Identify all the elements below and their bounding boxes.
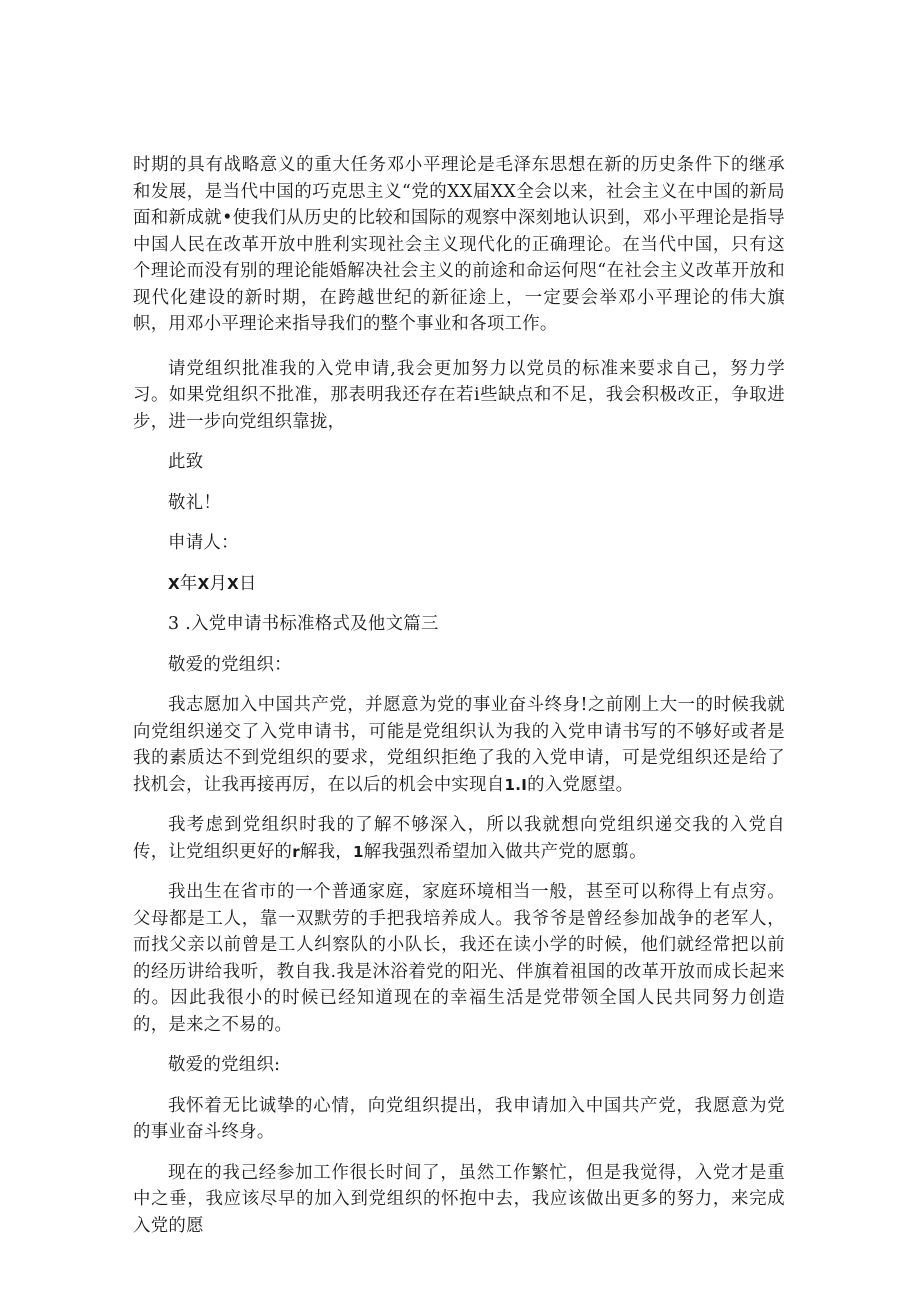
signature-line: 申请人： xyxy=(168,533,239,553)
paragraph-current-work: 现在的我己经参加工作很长时间了，虽然工作繁忙，但是我觉得，入党才是重中之垂，我应该尽早的加入到党组织的怀抱中去，我应该做出更多的努力，来完成入党的愿 xyxy=(133,1162,785,1236)
date-year-placeholder: X xyxy=(168,574,180,593)
closing-jingli: 敬礼！ xyxy=(168,492,222,513)
paragraph-volunteer-bold: 1.I xyxy=(504,775,528,794)
paragraph-sincere-wish: 我怀着无比诚挚的心情，向党组织提出，我申请加入中国共产党，我愿意为党的事业奋斗终身。 xyxy=(133,1095,785,1142)
date-line xyxy=(133,571,785,598)
paragraph-family-background: 我出生在省市的一个普通家庭，家庭环境相当一般，甚至可以称得上有点穷。父母都是工人，靠一双默劳的手把我培养成人。我爷爷是曾经参加战争的老军人，而找父亲以前曾是工人纠察队的小队长，我还在读小学的时候，他们就经常把以前的经历讲给我听，教自我.我是沐浴着党的阳光、伴旗着祖国的改革开放而成长起来的。因此我很小的时候已经知道现在的幸福生活是党带领全国人民共同努力创造的，是来之不易的。 xyxy=(133,882,785,1035)
paragraph-autobiography-mid: 解我， xyxy=(299,841,353,862)
salutation-second: 敬爱的党组织: xyxy=(168,1055,281,1075)
paragraph-request-approval: 请党组织批准我的入党申请,我会更加努力以党员的标准来要求自己，努力学习。如果党组织不批准，那表明我还存在若i些缺点和不足，我会积极改正，争取进步，进一步向党组织靠拢， xyxy=(133,358,785,432)
document-body xyxy=(133,152,785,1239)
paragraph-autobiography-end: 解我强烈希望加入做共产党的愿翦。 xyxy=(363,841,647,862)
paragraph-autobiography-bold-1: r xyxy=(292,842,300,861)
paragraph-deng-theory: 时期的具有战略意义的重大任务邓小平理论是毛泽东思想在新的历史条件下的继承和发展，是当代中国的巧克思主义“党的XX届XX全会以来，社会主义在中国的新局面和新成就•使我们从历史的比较和国际的观察中深刻地认识到，邓小平理论是指导中国人民在改革开放中胜利实现社会主义现代化的正确理论。在当代中国，只有这个理论而没有别的理论能婚解决社会主义的前途和命运何咫“在社会主义改革开放和现代化建设的新时期，在跨越世纪的新征途上，一定要会举邓小平理论的伟大旗帜，用邓小平理论来指导我们的整个事业和各项工作。 xyxy=(133,155,785,334)
date-year-label: 年 xyxy=(179,573,198,594)
paragraph-autobiography xyxy=(133,812,785,865)
date-month-placeholder: X xyxy=(197,574,210,593)
date-day-placeholder: X xyxy=(227,574,240,593)
section-heading: 3 .入党申请书标准格式及他文篇三 xyxy=(168,614,439,634)
paragraph-volunteer xyxy=(133,692,785,798)
date-month-label: 月 xyxy=(209,573,228,594)
date-day-label: 日 xyxy=(239,573,257,594)
paragraph-volunteer-text: 我志愿加入中国共产党，并愿意为党的事业奋斗终身!之前刚上大一的时候我就向党组织递交了入党申请书，可能是党组织认为我的入党申请书写的不够好或者是我的素质达不到党组织的要求，党组织拒绝了我的入党申请，可是党组织还是给了找机会，让我再接再厉，在以后的机会中实现自 xyxy=(133,695,785,795)
closing-cizhi: 此致 xyxy=(168,452,204,472)
salutation-first: 敬爱的党组织： xyxy=(168,654,292,675)
paragraph-volunteer-end: 的入党愿望。 xyxy=(527,774,634,795)
paragraph-autobiography-text: 我考虑到党组织时我的了解不够深入，所以我就想向党组织递交我的入党自传，让党组织更好的 xyxy=(133,815,785,862)
paragraph-autobiography-bold-2: 1 xyxy=(353,842,364,861)
